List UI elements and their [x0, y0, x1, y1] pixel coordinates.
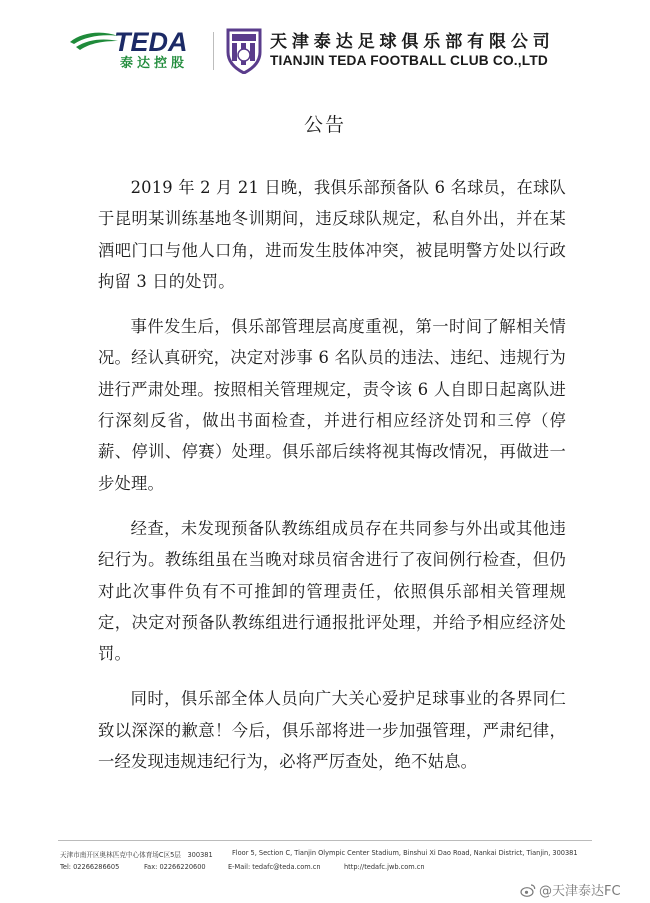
- footer-email: E-Mail: tedafc@teda.com.cn: [228, 863, 321, 871]
- teda-brand-sub: 泰达控股: [120, 56, 189, 71]
- paragraph-2: 事件发生后，俱乐部管理层高度重视，第一时间了解相关情况。经认真研究，决定对涉事 6 名队员的违法、违纪、违规行为进行严肃处理。按照相关管理规定，责令该 6 人自即日起离队进行深刻反省，做出书面检查，并进行相应经济处罚和三停（停薪、停训、停赛）处理。俱乐部后续将视其悔改情况，再做进一步处理。: [98, 317, 566, 493]
- notice-body: [98, 172, 566, 791]
- footer-address-line: [60, 849, 600, 863]
- letterhead-divider: [213, 32, 214, 70]
- paragraph-3: 经查，未发现预备队教练组成员存在共同参与外出或其他违纪行为。教练组虽在当晚对球员宿舍进行了夜间例行检查，但仍对此次事件负有不可推卸的管理责任，依照俱乐部相关管理规定，决定对预备队教练组进行通报批评处理，并给予相应经济处罚。: [98, 518, 566, 664]
- footer-address-cn: 天津市南开区奥林匹克中心体育场C区5层 300381: [60, 851, 213, 859]
- club-name-chinese: 天津泰达足球俱乐部有限公司: [270, 32, 555, 52]
- teda-brand-word: TEDA: [114, 27, 188, 57]
- letterhead: [0, 0, 650, 90]
- club-name-english: TIANJIN TEDA FOOTBALL CLUB CO.,LTD: [270, 53, 548, 68]
- notice-title: 公告: [303, 114, 346, 136]
- footer-contact-line: [60, 863, 600, 877]
- watermark-text: @天津泰达FC: [539, 884, 621, 899]
- teda-swoosh-icon: [68, 30, 120, 56]
- footer-fax: Fax: 02266220600: [144, 863, 206, 871]
- footer: [60, 849, 600, 877]
- paragraph-1: 2019 年 2 月 21 日晚，我俱乐部预备队 6 名球员，在球队于昆明某训练基地冬训期间，违反球队规定，私自外出，并在某酒吧门口与他人口角，进而发生肢体冲突，被昆明警方处以行政拘留 3 日的处罚。: [98, 178, 566, 291]
- teda-logo: [68, 26, 208, 76]
- weibo-icon: [520, 883, 536, 897]
- footer-web: http://tedafc.jwb.com.cn: [344, 863, 425, 871]
- footer-tel: Tel: 02266286605: [60, 863, 120, 871]
- weibo-watermark: [520, 880, 621, 899]
- club-badge-icon: [224, 26, 264, 74]
- paragraph-4: 同时，俱乐部全体人员向广大关心爱护足球事业的各界同仁致以深深的歉意！今后，俱乐部将进一步加强管理，严肃纪律，一经发现违规违纪行为，必将严厉查处，绝不姑息。: [98, 689, 566, 772]
- footer-divider: [58, 840, 592, 841]
- footer-address-en: Floor 5, Section C, Tianjin Olympic Center Stadium, Binshui Xi Dao Road, Nankai District, Tianjin, 300381: [232, 849, 578, 857]
